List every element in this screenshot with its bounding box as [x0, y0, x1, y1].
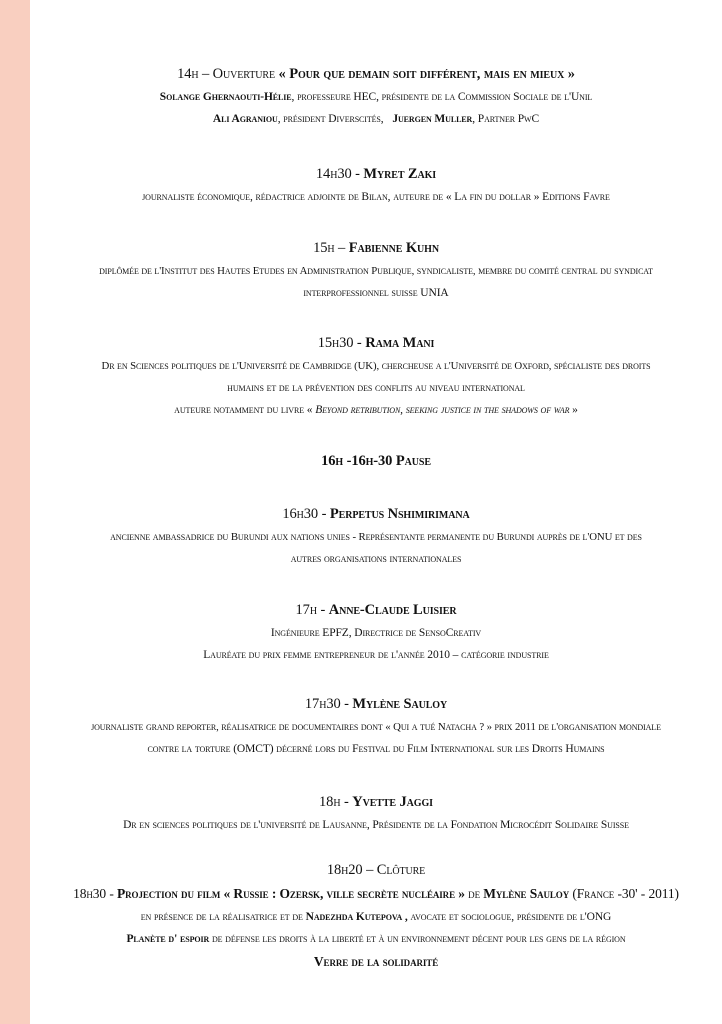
- session-description: contre la torture (OMCT) décerné lors du Festival du Film International sur les Droits Humains: [147, 743, 605, 755]
- closing-label: 18h20 – Clôture: [326, 862, 426, 878]
- opening-title: « Pour que demain soit différent, mais en mieux »: [278, 66, 575, 82]
- session-time: 15h30 -: [317, 335, 366, 351]
- speaker-role: , Partner PwC: [472, 113, 540, 125]
- presence-prefix: en présence de la réalisatrice et de: [140, 911, 306, 923]
- guest-role: avocate et sociologue, présidente de l'ONG: [407, 911, 612, 923]
- session-speaker: Myret Zaki: [363, 166, 437, 182]
- session-heading: [30, 502, 722, 526]
- film-meta: (France -30' - 2011): [569, 886, 679, 901]
- session-description: Lauréate du prix femme entrepreneur de l'année 2010 – catégorie industrie: [203, 649, 549, 661]
- session-description: interprofessionnel suisse UNIA: [303, 287, 449, 299]
- session-heading: [30, 790, 722, 814]
- session-speaker: Mylène Sauloy: [352, 696, 448, 712]
- opening-time: 14h – Ouverture: [177, 66, 279, 82]
- film-director: Mylène Sauloy: [483, 886, 570, 901]
- session-time: 16h30 -: [282, 506, 330, 522]
- speaker-role: , professeure HEC, présidente de la Commission Sociale de l'Unil: [291, 91, 593, 103]
- opening-speaker-line-1: [30, 86, 722, 108]
- session-description: diplômée de l'Institut des Hautes Etudes en Administration Publique, syndicaliste, membre du comité central du syndicat: [99, 265, 653, 277]
- session-description: journaliste grand reporter, réalisatrice de documentaires dont « Qui a tué Natacha ? » prix 2011 de l'organisation mondiale: [91, 721, 661, 733]
- film-line: [30, 882, 722, 906]
- session-description: Dr en sciences politiques de l'université de Lausanne, Présidente de la Fondation Microcédit Solidaire Suisse: [123, 819, 629, 831]
- opening-block: [30, 62, 722, 130]
- session-speaker: Fabienne Kuhn: [348, 240, 439, 256]
- session-sauloy: [30, 692, 722, 760]
- pause-block: [30, 449, 722, 473]
- session-heading: [30, 331, 722, 355]
- speaker-name: Juergen Muller: [392, 113, 473, 125]
- session-zaki: [30, 162, 722, 208]
- session-speaker: Rama Mani: [365, 335, 435, 351]
- speaker-name: Solange Ghernaouti-Hélie: [159, 91, 292, 103]
- left-color-band: [0, 0, 30, 1024]
- session-description: journaliste économique, rédactrice adjointe de Bilan, auteure de « La fin du dollar » Editions Favre: [142, 191, 610, 203]
- session-time: 17h -: [295, 602, 329, 618]
- closing-block: [30, 858, 722, 974]
- session-description: Ingénieure EPFZ, Directrice de SensoCreativ: [270, 627, 482, 639]
- speaker-role: , président Diverscités,: [277, 113, 387, 125]
- session-time: 17h30 -: [304, 696, 353, 712]
- session-speaker: Perpetus Nshimirimana: [329, 506, 470, 522]
- session-speaker: Yvette Jaggi: [352, 794, 433, 810]
- session-time: 14h30 -: [315, 166, 364, 182]
- session-nshimirimana: [30, 502, 722, 570]
- ngo-desc: de défense les droits à la liberté et à un environnement décent pour les gens de la région: [209, 933, 626, 945]
- book-suffix: »: [569, 404, 578, 416]
- session-time: 15h –: [313, 240, 349, 256]
- final-label: Verre de la solidarité: [313, 954, 439, 969]
- session-description: autres organisations internationales: [290, 553, 462, 565]
- program-page: [30, 0, 722, 1024]
- pause-label: 16h -16h-30 Pause: [321, 453, 431, 469]
- session-heading: [30, 236, 722, 260]
- session-heading: [30, 162, 722, 186]
- session-jaggi: [30, 790, 722, 836]
- film-time: 18h30 -: [73, 886, 118, 901]
- ngo-name: Planète d' espoir: [126, 933, 210, 945]
- session-mani: [30, 331, 722, 421]
- opening-heading: [30, 62, 722, 86]
- presence-line: [30, 906, 722, 928]
- session-heading: [30, 692, 722, 716]
- session-time: 18h -: [319, 794, 353, 810]
- session-heading: [30, 598, 722, 622]
- session-description: ancienne ambassadrice du Burundi aux nations unies - Représentante permanente du Burundi auprès de l'ONU et des: [110, 531, 642, 543]
- session-luisier: [30, 598, 722, 666]
- film-title: Projection du film « Russie : Ozersk, ville secrète nucléaire »: [117, 886, 465, 901]
- speaker-name: Ali Agraniou: [212, 113, 278, 125]
- book-title: Beyond retribution, seeking justice in the shadows of war: [315, 404, 570, 416]
- ngo-line: [30, 928, 722, 950]
- session-description: Dr en Sciences politiques de l'Université de Cambridge (UK), chercheuse a l'Université de Oxford, spécialiste des droits: [101, 360, 651, 372]
- session-kuhn: [30, 236, 722, 304]
- book-prefix: auteure notamment du livre «: [174, 404, 316, 416]
- session-speaker: Anne-Claude Luisier: [328, 602, 457, 618]
- film-de: de: [464, 886, 484, 901]
- session-description: humains et de la prévention des conflits au niveau international: [227, 382, 525, 394]
- guest-name: Nadezhda Kutepova ,: [305, 911, 408, 923]
- session-description: [30, 399, 722, 421]
- opening-speaker-line-2: [30, 108, 722, 130]
